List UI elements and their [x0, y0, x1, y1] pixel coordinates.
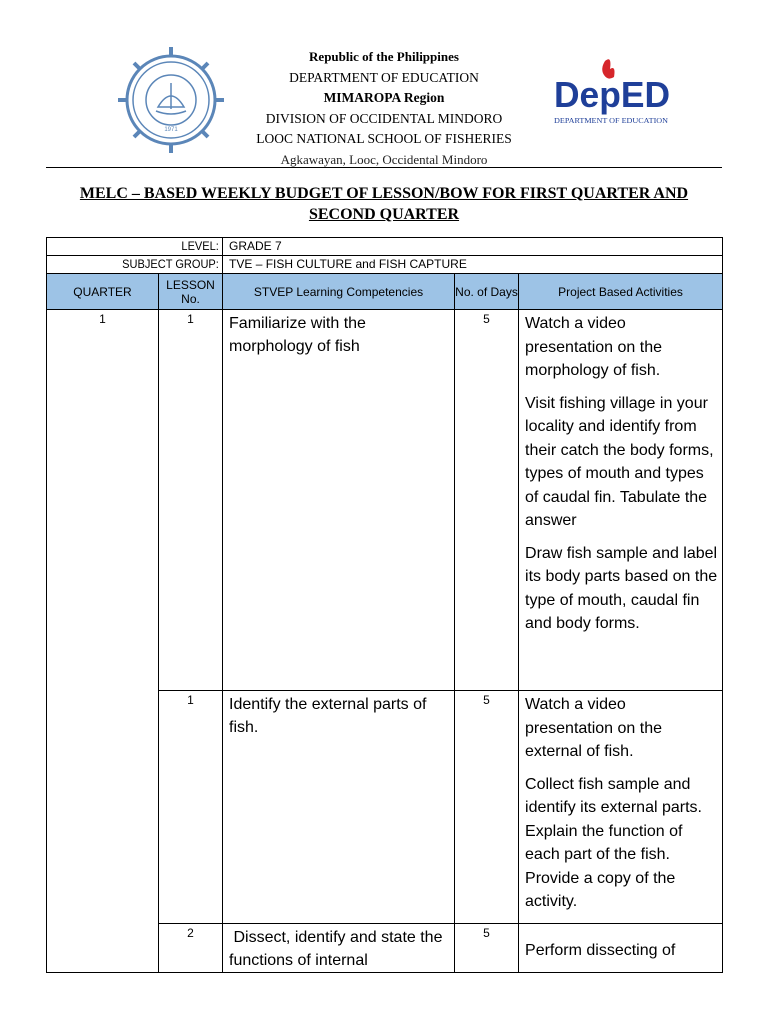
letterhead	[200, 47, 568, 170]
table-row	[47, 310, 723, 691]
lesson-cell: 1	[159, 310, 223, 691]
activities-cell	[519, 310, 723, 691]
activity-item: Collect fish sample and identify its external parts. Explain the function of each part of the fish. Provide a copy of the activity.	[525, 775, 702, 910]
school-line: LOOC NATIONAL SCHOOL OF FISHERIES	[256, 131, 512, 146]
activity-item: Draw fish sample and label its body parts based on the type of mouth, caudal fin and body forms.	[525, 544, 718, 632]
title-line-2: SECOND QUARTER	[308, 206, 460, 223]
budget-of-lesson-table	[46, 237, 723, 973]
header-quarter: QUARTER	[47, 274, 159, 310]
header-days: No. of Days	[455, 274, 519, 310]
subject-value: TVE – FISH CULTURE and FISH CAPTURE	[223, 256, 723, 274]
level-row	[47, 238, 723, 256]
lesson-cell: 1	[159, 691, 223, 924]
quarter-cell: 1	[47, 310, 159, 973]
days-cell: 5	[455, 310, 519, 691]
competency-cell: Dissect, identify and state the functions of internal	[223, 923, 455, 972]
region-line: MIMAROPA Region	[323, 90, 445, 105]
address-line: Agkawayan, Looc, Occidental Mindoro	[280, 151, 488, 167]
header-activities: Project Based Activities	[519, 274, 723, 310]
activities-cell	[519, 923, 723, 972]
activity-item: Perform dissecting of	[525, 941, 676, 959]
activity-item: Watch a video presentation on the morphology of fish.	[525, 315, 663, 379]
table-header-row	[47, 274, 723, 310]
level-value: GRADE 7	[223, 238, 723, 256]
days-cell: 5	[455, 923, 519, 972]
level-label: LEVEL:	[61, 238, 223, 256]
department-line: DEPARTMENT OF EDUCATION	[289, 69, 479, 85]
header-divider	[46, 167, 722, 168]
division-line: DIVISION OF OCCIDENTAL MINDORO	[265, 110, 503, 126]
title-line-1: MELC – BASED WEEKLY BUDGET OF LESSON/BOW FOR FIRST QUARTER AND	[79, 185, 689, 202]
deped-wordmark: DepED	[554, 74, 670, 115]
seal-year: 1971	[164, 127, 178, 133]
deped-subtitle: DEPARTMENT OF EDUCATION	[554, 117, 668, 125]
republic-line: Republic of the Philippines	[309, 49, 459, 64]
subject-label: SUBJECT GROUP:	[61, 256, 223, 274]
days-cell: 5	[455, 691, 519, 924]
header-competencies: STVEP Learning Competencies	[223, 274, 455, 310]
activity-item: Watch a video presentation on the external of fish.	[525, 696, 663, 760]
lesson-cell: 2	[159, 923, 223, 972]
competency-cell: Familiarize with the morphology of fish	[223, 310, 455, 691]
header-lesson: LESSON No.	[159, 274, 223, 310]
document-title	[40, 183, 728, 225]
competency-cell: Identify the external parts of fish.	[223, 691, 455, 924]
subject-row	[47, 256, 723, 274]
deped-logo	[552, 55, 672, 130]
activities-cell	[519, 691, 723, 924]
activity-item: Visit fishing village in your locality and identify from their catch the body forms, types of mouth and types of caudal fin. Tabulate the answer	[525, 394, 714, 529]
